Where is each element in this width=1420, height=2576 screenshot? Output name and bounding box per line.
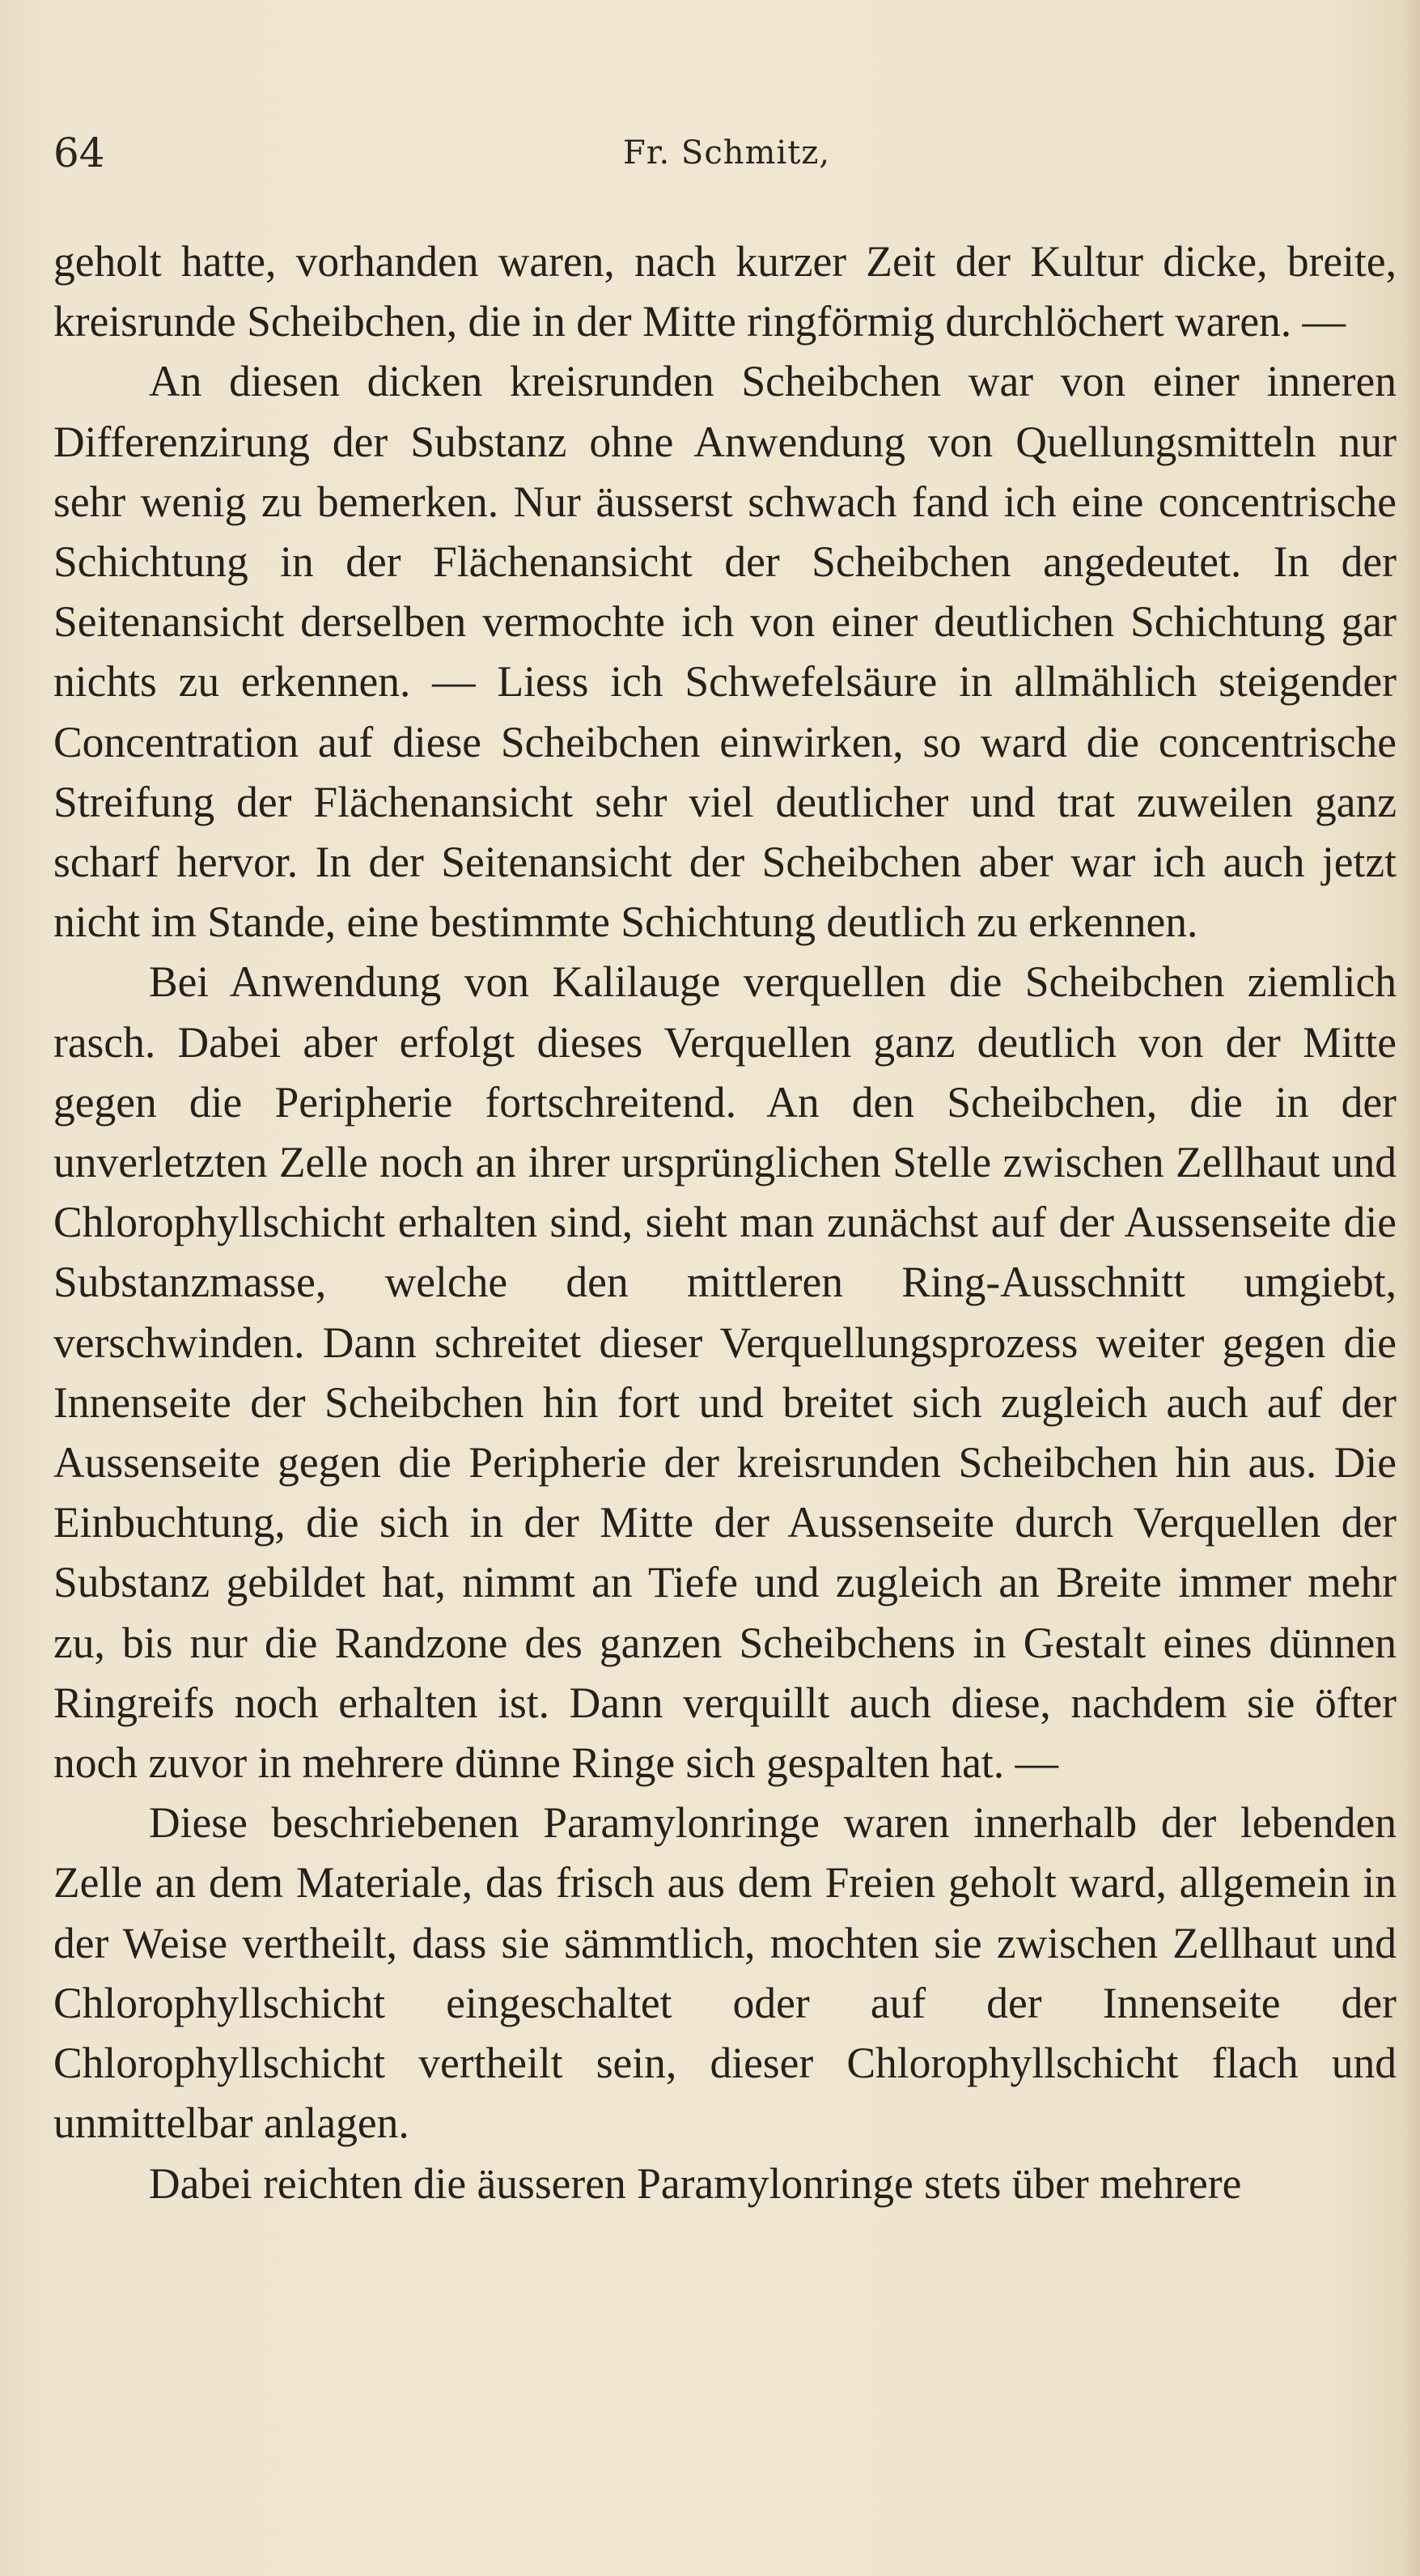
paragraph-continuation: geholt hatte, vorhanden waren, nach kurzer Zeit der Kultur dicke, breite, kreisrunde Scheibchen, die in der Mitte ringförmig durchlöchert waren. — xyxy=(53,237,1397,346)
page-number: 64 xyxy=(53,129,105,176)
paragraph: Diese beschriebenen Paramylonringe waren innerhalb der lebenden Zelle an dem Materiale, das frisch aus dem Freien geholt ward, allgemein in der Weise vertheilt, dass sie sämmtlich, mochten sie zwischen Zellhaut und Chlorophyllschicht eingeschaltet oder auf der Innenseite der Chlorophyllschicht vertheilt sein, dieser Chlorophyllschicht flach und unmittelbar anlagen. xyxy=(53,1798,1397,2148)
page-edge-shadow xyxy=(1405,0,1420,2576)
paragraph: An diesen dicken kreisrunden Scheibchen war von einer inneren Differenzirung der Substanz ohne Anwendung von Quellungsmitteln nur sehr wenig zu bemerken. Nur äusserst schwach fand ich eine concentrische Schichtung in der Flächenansicht der Scheibchen angedeutet. In der Seitenansicht derselben vermochte ich von einer deutlichen Schichtung gar nichts zu erkennen. — Liess ich Schwefelsäure in allmählich steigender Concentration auf diese Scheibchen einwirken, so ward die concentrische Streifung der Flächenansicht sehr viel deutlicher und trat zuweilen ganz scharf hervor. In der Seitenansicht der Scheibchen aber war ich auch jetzt nicht im Stande, eine bestimmte Schichtung deutlich zu erkennen. xyxy=(53,357,1397,947)
paragraph: Dabei reichten die äusseren Paramylonringe stets über mehrere xyxy=(149,2158,1242,2208)
paragraph: Bei Anwendung von Kalilauge verquellen die Scheibchen ziemlich rasch. Dabei aber erfolgt dieses Verquellen ganz deutlich von der Mitte gegen die Peripherie fortschreitend. An den Scheibchen, die in der unverletzten Zelle noch an ihrer ursprünglichen Stelle zwischen Zellhaut und Chlorophyllschicht erhalten sind, sieht man zunächst auf der Aussenseite die Substanzmasse, welche den mittleren Ring-Ausschnitt umgiebt, verschwinden. Dann schreitet dieser Verquellungsprozess weiter gegen die Innenseite der Scheibchen hin fort und breitet sich zugleich auch auf der Aussenseite gegen die Peripherie der kreisrunden Scheibchen hin aus. Die Einbuchtung, die sich in der Mitte der Aussenseite durch Verquellen der Substanz gebildet hat, nimmt an Tiefe und zugleich an Breite immer mehr zu, bis nur die Randzone des ganzen Scheibchens in Gestalt eines dünnen Ringreifs noch erhalten ist. Dann verquillt auch diese, nachdem sie öfter noch zuvor in mehrere dünne Ringe sich gespalten hat. — xyxy=(53,957,1397,1788)
running-head: Fr. Schmitz, xyxy=(623,134,831,172)
body-text xyxy=(53,231,1397,2213)
